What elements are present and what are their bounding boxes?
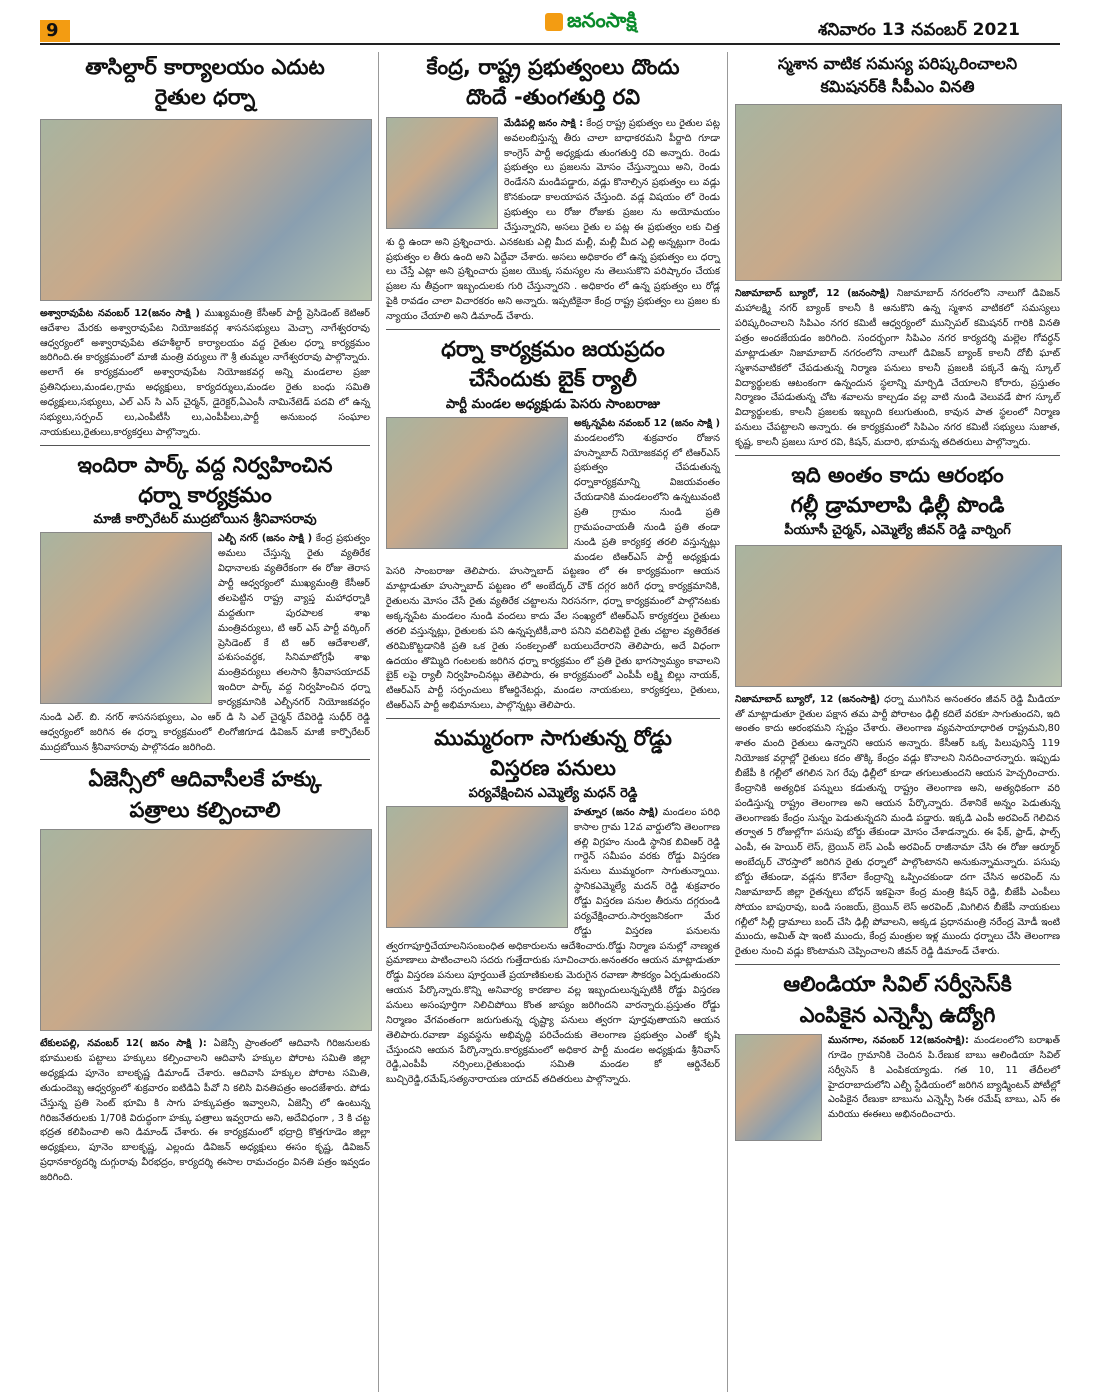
headline: దొందే -తుంగతుర్తి రవి (465, 85, 641, 110)
article-tahsildar (40, 52, 370, 441)
headline: ఏజెన్సీలో ఆదివాసీలకే హక్కు (88, 767, 322, 792)
article-text: మండలం పరిధి కాసాల గ్రామ 12వ వార్డులోని తెలంగాణ తల్లి విగ్రహం నుండి స్థానిక బివిఆర్ రెడ్డి గార్డెన్ సమీపం వరకు రోడ్డు విస్తరణ పనులు ముమ్మరంగా సాగుతున్నాయి. స్థానికఎమ్మెల్యే మదన్ రెడ్డి శుక్రవారం రోడ్డు విస్తరణ పనుల తీరును దగ్గరుండి పర్యవేక్షించారు.సార్వజనికంగా మేర రోడ్డు విస్తరణ పనులను త్వరగాపూర్తిచేయాలనిసంబంధిత అధికారులను ఆదేశించారు.రోడ్డు నిర్మాణ పనుల్లో నాణ్యత ప్రమాణాలు పాటించాలని సదరు గుత్తేదారుకు సూచించారు.అనంతరం ఆయన మాట్లాడుతూ రోడ్డు విస్తరణ పనులు పూర్తయితే ప్రయాణికులకు మెరుగైన రవాణా సౌకర్యం ఏర్పడుతుందని ఆయన పేర్కొన్నారు.కొన్ని అనివార్య కారణాల వల్ల ఇబ్బందులున్నప్పటికీ రోడ్డు విస్తరణ పనులు అసంపూర్తిగా నిలిచిపోయి కొంత జాప్యం జరిగిందని వారన్నారు.ప్రస్తుతం రోడ్డు నిర్మాణం వేగవంతంగా జరుగుతున్న దృష్ట్యా పనులు త్వరగా పూర్తవుతాయని ఆయన తెలిపారు.రవాణా వ్యవస్థను అభివృద్ధి పరిచేందుకు తెలంగాణ ప్రభుత్వం ఎంతో కృషి చేస్తుందని ఆయన పేర్కొన్నారు.కార్యక్రమంలో అధికార పార్టీ మండల అధ్యక్షుడు శ్రీనివాస్ రెడ్డి,ఎంపీపీ నర్సింలు,రైతుబంధు సమితి మండల కో ఆర్డినేటర్ బుచ్చిరెడ్డి,రమేష్,సత్యనారాయణ యాదవ్ తదితరులు పాల్గొన్నారు. (386, 806, 720, 1086)
byline: మేడిపల్లి జనం సాక్షి : (504, 117, 584, 129)
divider (40, 445, 370, 446)
header-rule (40, 43, 1060, 45)
article-text: మండలంలోని శుక్రవారం రోజున హుస్నాబాద్ నియోజకవర్గ లో టిఆర్ఎస్ ప్రభుత్వం చేపడుతున్న ధర్నాకార్యక్రమాన్ని విజయవంతం చేయడానికి మండలంలోని ఉన్నటువంటి ప్రతి గ్రామం నుండి ప్రతి గ్రామపంచాయతీ నుండి ప్రతి తండా నుండి ప్రతి కార్యకర్త తరలి వస్తున్నట్లు మండల టిఆర్ఎస్ పార్టీ అధ్యక్షుడు పెసరి సాంబరాజు తెలిపారు. హుస్నాబాద్ పట్టణం లో ఈ కార్యక్రమంగా ఆయన మాట్లాడుతూ హుస్నాబాద్ పట్టణం లో అంబేద్కర్ చౌక్ దగ్గర జరిగే ధర్నా కార్యక్రమానికి, రైతులను మోసం చేసే రైతు వ్యతిరేక చట్టాలను నిరసనగా, ధర్నా కార్యక్రమంలో పాల్గొనటకు అక్కన్నపేట మండలం నుండి వందలు కాదు వేల సంఖ్యలో టిఆర్ఎస్ కార్యకర్తలు రైతులు తరలి వస్తున్నట్లు, రైతులకు పని ఉన్నప్పటికీ,వారి పనిని వదిలిపెట్టి రైతు చట్టాల వ్యతిరేకత తరిమికొట్టడానికి ప్రతి ఒక రైతు సంకల్పంతో బయలుదేరారని తెలిపారు, అదే విధంగా ఉదయం తొమ్మిది గంటలకు జరిగిన ధర్నా కార్యక్రమం లో ప్రతి రైతు భాగస్వామ్యం కావాలని బైక్ లపై ర్యాలీ నిర్వహించినట్లు తెలిపారు, ఈ కార్యక్రమంలో ఎంపీపీ లక్ష్మి బిల్లు నాయక్, టిఆర్ఎస్ పార్టీ సర్పంచులు కోఆర్డినేటర్లు, మండల నాయకులు, కార్యకర్తలు, రైతులు, టిఆర్ఎస్ పార్టీ అభిమానులు, పాల్గొన్నట్లు తెలిపారు. (386, 432, 720, 712)
column-right (735, 52, 1060, 1143)
article-cemetery (735, 52, 1060, 451)
logo-text: జనంసాక్షి (567, 8, 637, 32)
divider (40, 759, 370, 760)
byline: అక్కన్నపేట నవంబర్ 12 (జనం సాక్షి ) (574, 417, 720, 429)
article-tungaturthi (386, 52, 720, 325)
article-body (735, 693, 1060, 960)
byline: మునగాల, నవంబర్ 12(జనంసాక్షి): (828, 1035, 969, 1047)
subheadline: పీయూసీ చైర్మన్, ఎమ్మెల్యే జీవన్ రెడ్డి వార్నింగ్ (784, 522, 1011, 538)
issue-date: శనివారం 13 నవంబర్ 2021 (818, 20, 1020, 40)
article-text: కేంద్ర రాష్ట్ర ప్రభుత్వం లు రైతుల పట్ల అవలంబిస్తున్న తీరు చాలా బాధాకరమని పీర్జాది గూడా కాంగ్రెస్ పార్టీ అధ్యక్షుడు తుంగతుర్తి రవి అన్నారు. రెండు ప్రభుత్వం లు ప్రజలను మోసం చేస్తున్నాయి అని, రెండు రెండేనని మండిపడ్డారు, వడ్లు కొనాల్సిన ప్రభుత్వం లు వడ్లు కొనకుండా కాలయాపన చేస్తుంది. వడ్ల విషయం లో రెండు ప్రభుత్వం లు రోజు రోజుకు ప్రజల ను అయోమయం చేస్తున్నారని, అసలు రైతు ల పట్ల ఈ ప్రభుత్వం లకు చిత్త శు ద్ధి ఉందా అని ప్రశ్నించారు. ఎనకటకు ఎల్లి మీద మల్లీ, మల్లీ మీద ఎల్లి అన్నట్లుగా రెండు ప్రభుత్వం ల తీరు ఉంది అని ఏద్దేవా చేశారు. అసలు అధికారం లో ఉన్న ప్రభుత్వం లు ధర్నా లు చేస్తే ఎట్లా అని ప్రశ్నించారు ప్రజల యొక్క సమస్యల ను తెలుసుకొని పరిష్కారం చేయక ప్రజల ను తీవ్రంగా ఇబ్బందులకు గురి చేస్తున్నారని . అధికారం లో ఉన్న ప్రభుత్వం లు రోడ్ల పైకి రావడం చాలా విచారకరం అని అన్నారు. ఇప్పటికైనా కేంద్ర రాష్ట్ర ప్రభుత్వం లు ప్రజల కు న్యాయం చేయాలి అని డిమాండ్ చేశారు. (386, 117, 720, 323)
masthead (0, 0, 1100, 48)
newspaper-logo (545, 8, 637, 37)
divider (386, 329, 720, 330)
article-text: కేంద్ర ప్రభుత్వం అమలు చేస్తున్న రైతు వ్యతిరేక విధానాలకు వ్యతిరేకంగా ఈ రోజు తెరాస పార్టీ ఆధ్వర్యంలో ముఖ్యమంత్రి కేసీఆర్ తలపెట్టిన రాష్ట్ర వ్యాప్త మహాధర్నాకి మద్దతుగా పురపాలక శాఖ మంత్రివర్యులు, టి ఆర్ ఎస్ పార్టీ వర్కింగ్ ప్రెసిడెంట్ కే టి ఆర్ ఆదేశాలతో, పశుసంవర్ధక, సినిమాటోగ్రఫీ శాఖ మంత్రివర్యులు తలసాని శ్రీనివాసయాదవ్ ఇందిరా పార్క్ వద్ద నిర్వహించిన ధర్నా కార్యక్రమానికి ఎల్బీనగర్ నియోజకవర్గం నుండి ఎల్. బి. నగర్ శాసనసభ్యులు, ఎం ఆర్ డి సి ఎల్ చైర్మన్ దేవిరెడ్డి సుధీర్ రెడ్డి ఆధ్వర్యంలో జరిగిన ఈ ధర్నా కార్యక్రమంలో లింగోజిగూడ డివిజన్ మాజీ కార్పొరేటర్ ముద్రబోయిన శ్రీనివాసరావు పాల్గొనడం జరిగింది. (40, 533, 370, 753)
headline: ధర్నా కార్యక్రమం (138, 483, 272, 508)
headline: విస్తరణ పనులు (490, 756, 616, 781)
article-body (40, 307, 370, 441)
byline: అశ్వారావుపేట నవంబర్ 12(జనం సాక్షి ) (40, 307, 200, 319)
page-number: 9 (40, 20, 70, 42)
article-text: నిజామాబాద్ నగరంలోని నాలుగో డివిజన్ మహాలక్ష్మి నగర్ బ్యాంక్ కాలనీ కి ఆనుకొని ఉన్న స్మశాన వాటికలో సమస్యలు పరిష్కరించాలని సిపిఎం నగర కమిటీ ఆధ్వర్యంలో మున్సిపల్ కమిషనర్ గారికి వినతి పత్రం అందజేయడం జరిగింది. సందర్భంగా సిపిఎం నగర కార్యదర్శి మల్లెల గోవర్ధన్ మాట్లాడుతూ నిజామాబాద్ నగరంలోని నాలుగో డివిజన్ బ్యాంక్ కాలనీ దోబీ ఘాట్ స్మశానవాటికలో చేపడుతున్న నిర్మాణ పనులు కాలనీ ప్రజలకి పక్కనే ఉన్న స్కూల్ విద్యార్థులకు ఆటంకంగా ఉన్నందున స్థలాన్ని మార్చిడి చేయాలని కోరారు, ప్రస్తుతం నిర్మాణం చేపడుతున్న చోట శవాలను కాల్చడం వల్ల వాటి నుండి వెలువడే పొగ స్కూల్ విద్యార్థులకు, కాలనీ ప్రజలకు ఇబ్బంది కలుగుతుంది, కావున పాత స్థలంలో నిర్మాణ పనులు చేపట్టాలని అన్నారు. ఈ కార్యక్రమంలో సిపిఎం నగర కమిటీ సభ్యులు సుజాత, కృష్ణ, కాలనీ ప్రజలు సూర రవి, కిషన్, మదారి, భూమన్న తదితరులు పాల్గొన్నారు. (735, 288, 1060, 448)
byline: ఎల్బీ నగర్ (జనం సాక్షి ) (218, 533, 313, 545)
headline: ఎంపికైన ఎన్నెస్పీ ఉద్యోగి (799, 1002, 996, 1027)
portrait-photo (386, 117, 498, 229)
article-civil-services (735, 969, 1060, 1143)
article-text: ఏజెన్సీ ప్రాంతంలో ఆదివాసి గిరిజనులకు భూములకు పట్టాలు హక్కులు కల్పించాలని ఆదివాసి హక్కుల పోరాట సమితి జిల్లా అధ్యక్షుడు పూనెం బాలకృష్ణ డిమాండ్ చేశారు. ఆదివాసి హక్కుల పోరాట సమితి, తుడుందెబ్బ ఆధ్వర్యంలో శుక్రవారం ఐటిడిఏ పీవో ని కలిసి వినతిపత్రం అందజేశారు. పోడు చేస్తున్న ప్రతి సెంట్ భూమి కి సాగు హక్కుపత్రం ఇవ్వాలని, ఏజెన్సీ లో ఉంటున్న గిరిజనేతరులకు 1/70కి విరుద్ధంగా హక్కు పత్రాలు ఇవ్వరాదు అని, అదేవిధంగా , 3 కి చట్ట భద్రత కలిపించాలి అని డిమాండ్ చేశారు. ఈ కార్యక్రమంలో భద్రాద్రి కొత్తగూడెం జిల్లా అధ్యక్షులు, పూనెం బాలకృష్ణ, ఎల్లందు డివిజన్ అధ్యక్షులు ఈసం కృష్ణ, డివిజన్ ప్రధానకార్యదర్శి దుగ్గురావు వీరభద్రం, కార్యదర్శి ఈసాల రామచంద్రం వినతి పత్రం ఇవ్వడం జరిగింది. (40, 1038, 370, 1183)
byline: నిజామాబాద్ బ్యూరో, 12 (జనంసాక్షి) (735, 693, 881, 705)
article-text: మండలంలోని బరాఖత్ గూడెం గ్రామానికి చెందిన పి.రేణుక బాబు ఆలిండియా సివిల్ సర్వీసెస్ కి ఎంపికయ్యాడు. గత 10, 11 తేదీలలో హైదరాబాదులోని ఎల్బీ స్టేడియంలో జరిగిన బ్యాడ్మింటన్ పోటీల్లో ఎంపికైన రేణుకా బాబును ఎన్నెస్పీ సిఈ రమేష్ బాబు, ఎస్ ఈ మరియు ఈఈలు అభినందించారు. (828, 1035, 1060, 1121)
headline: కేంద్ర, రాష్ట్ర ప్రభుత్వంలు దొందు (426, 55, 680, 79)
byline: హత్నూర (జనం సాక్షి) (574, 806, 659, 818)
headline: తాసిల్దార్ కార్యాలయం ఎదుట (85, 55, 325, 79)
headline: ధర్నా కార్యక్రమం జయప్రదం (441, 336, 665, 361)
column-middle (386, 52, 720, 1088)
divider (735, 455, 1060, 456)
news-photo (735, 104, 1062, 281)
news-photo (386, 806, 568, 928)
article-agency (40, 764, 370, 1185)
headline: గల్లీ డ్రామాలాపి ఢిల్లీ పొండి (790, 493, 1005, 518)
article-text: ధర్నా ముగిసిన అనంతరం జీవన్ రెడ్డి మీడియా తో మాట్లాడుతూ రైతుల పక్షాన తమ పార్టీ పోరాటం ఢిల్లీ కదిలే వరకూ సాగుతుందని, ఇది అంతం కాదు ఆరంభమని స్పష్టం చేశారు. తెలంగాణ వ్యవసాయాధారిత రాష్ట్రమని,80 శాతం మంది రైతులు ఉన్నారని ఆయన అన్నారు. కేసీఆర్ ఒక్క పిలుపునిస్తే 119 నియోజక వర్గాల్లో రైతులు కదం తొక్కి కేంద్రం వడ్లు కొనాలని నినదించారన్నారు. ఇప్పుడు బీజేపీ కి గల్లీలో తగిలిన సెగ రేపు ఢిల్లీలో కూడా తగులుతుందని ఆయన హెచ్చరించారు. కేంద్రానికి అత్యధిక పన్నులు కడుతున్న రాష్ట్రం తెలంగాణ అని, అత్యధికంగా వరి పండిస్తున్న రాష్ట్రం తెలంగాణ అని ఆయన పేర్కొన్నారు. దేశానికే అన్నం పెడుతున్న తెలంగాణకు కేంద్రం సున్నం పెడుతున్నదని మండి పడ్డారు. ఇక్కడి ఎంపీ అరవింద్ గెలిచిన తర్వాత 5 రోజుల్లోగా పసుపు బోర్డు తేకుండా మోసం చేశాడన్నారు. ఈ ఫేక్, ఫ్రాడ్, ఫాల్స్ ఎంపీ, ఈ హెయిర్ లెస్, బ్రెయిన్ లెస్ ఎంపీ అరవింద్ రాజీనామా చేసి ఈ రోజు ఆర్మూర్ అంబేద్కర్ చౌరస్తాలో జరిగిన రైతు ధర్నాలో పాల్గొంటానని అనుకున్నామన్నారు. పసుపు బోర్డు తేకుండా, వడ్లను కొనేలా కేంద్రాన్ని ఒప్పించకుండా దగా చేసిన అరవింద్ ను నిజామాబాద్ జిల్లా రైతన్నలు బోధన్ ఇకపైనా కేంద్ర మంత్రి కిషన్ రెడ్డి, బీజేపీ ఎంపీలు సోయం బాపురావు, బండి సంజయ్, బ్రెయిన్ లెస్ అరవింద్ ,మిగిలిన బీజేపీ నాయకులు గల్లీలో సిల్లీ డ్రామాలు బంద్ చేసి ఢిల్లీ పోవాలని, అక్కడ ప్రధానమంత్రి నరేంద్ర మోడీ ఇంటి ముందు, అమిత్ షా ఇంటి ముందు, కేంద్ర మంత్రుల ఇళ్ల ముందు ధర్నాలు చేసి తెలంగాణ రైతుల నుంచి వడ్లు కొంటామని చెప్పించాలని జీవన్ రెడ్డి డిమాండ్ చేశారు. (735, 693, 1060, 958)
article-body (40, 1037, 370, 1186)
column-divider (378, 52, 379, 1392)
headline: పత్రాలు కల్పించాలి (129, 797, 281, 822)
byline: నిజామాబాద్ బ్యూరో, 12 (జనంసాక్షి) (735, 288, 890, 300)
news-photo (735, 545, 1062, 687)
news-photo (40, 119, 372, 301)
headline: ముమ్మరంగా సాగుతున్న రోడ్డు (434, 725, 672, 750)
column-left (40, 52, 370, 1186)
article-bike-rally (386, 334, 720, 714)
headline: చేసేందుకు బైక్ ర్యాలీ (469, 367, 637, 392)
article-jeevan-reddy (735, 460, 1060, 960)
subheadline: మాజీ కార్పొరేటర్ ముద్రబోయిన శ్రీనివాసరావు (93, 512, 317, 528)
subheadline: పర్యవేక్షించిన ఎమ్మెల్యే మధన్ రెడ్డి (468, 785, 638, 801)
article-road-widening (386, 723, 720, 1088)
logo-icon (545, 13, 563, 31)
news-photo (40, 532, 212, 704)
headline: ఇందిరా పార్క్ వద్ద నిర్వహించిన (77, 452, 333, 477)
article-body (735, 287, 1060, 450)
subheadline: పార్టీ మండల అధ్యక్షుడు పెసరు సాంబరాజు (445, 396, 661, 412)
news-photo (386, 417, 568, 549)
divider (386, 718, 720, 719)
headline: స్మశాన వాటిక సమస్య పరిష్కరించాలని (777, 54, 1018, 73)
article-text: ముఖ్యమంత్రి కేసీఆర్ పార్టీ ప్రెసిడెంట్ కెటిఆర్ ఆదేశాల మేరకు అశ్వారావుపేట నియోజకవర్గ శాసనసభ్యులు మెచ్చా నాగేశ్వరరావు ఆధ్వర్యంలో అశ్వారావుపేట తహశీల్దార్ కార్యాలయం వద్ద రైతుల ధర్నా కార్యక్రమం జరిగింది.ఈ కార్యక్రమంలో మాజీ మంత్రి వర్యులు గౌ శ్రీ తుమ్మల నాగేశ్వరరావు పాల్గొన్నారు. అలాగే ఈ కార్యక్రమంలో అశ్వారావుపేట నియోజకవర్గ అన్ని మండలాల ప్రజా ప్రతినిధులు,మండల,గ్రామ అధ్యక్షులు, కార్యదర్శులు,మండల రైతు బంధు సమితి అధ్యక్షులు,సభ్యులు, ఎల్ ఎస్ సి ఎస్ చైర్మన్, డైరెక్టర్,ఏఎంసీ నామినేటెడ్ పదవి లో ఉన్న సభ్యులు,సర్పంచ్ లు,ఎంపీటీసీ లు,ఎంపీపీలు,పార్టీ అనుబంధ సంఘాల నాయకులు,రైతులు,కార్యకర్తలు పాల్గొన్నారు. (40, 307, 370, 438)
news-photo (40, 829, 372, 1031)
headline: రైతుల ధర్నా (154, 85, 256, 110)
headline: ఆలిండియా సివిల్ సర్వీసెస్‌కి (783, 972, 1012, 997)
byline: టేకులపల్లి, నవంబర్ 12( జనం సాక్షి ): (40, 1038, 207, 1050)
column-divider (727, 52, 728, 1392)
divider (735, 964, 1060, 965)
article-indira-park (40, 450, 370, 756)
portrait-photo (735, 1034, 822, 1141)
headline: కమిషనర్‌కి సీపీఎం వినతి (820, 77, 975, 97)
headline: ఇది అంతం కాదు ఆరంభం (791, 462, 1004, 487)
